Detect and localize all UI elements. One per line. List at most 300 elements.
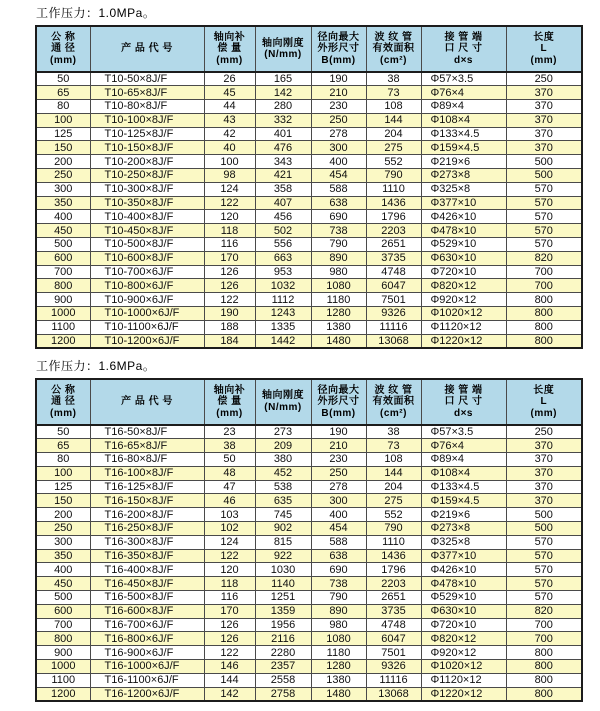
cell-bellows_area: 11116: [366, 673, 421, 687]
table-row: [36, 673, 582, 687]
cell-code: T16-700×6J/F: [90, 618, 204, 632]
cell-length: 570: [506, 577, 582, 591]
cell-length: 700: [506, 265, 582, 279]
cell-length: 800: [506, 659, 582, 673]
cell-bellows_area: 552: [366, 508, 421, 522]
cell-axial_stiff: 209: [255, 439, 311, 453]
cell-axial_comp: 46: [204, 494, 255, 508]
cell-axial_comp: 50: [204, 453, 255, 467]
cell-bellows_area: 11116: [366, 320, 421, 334]
cell-length: 370: [506, 480, 582, 494]
cell-dn: 50: [36, 72, 90, 86]
cell-code: T10-250×8J/F: [90, 169, 204, 183]
cell-code: T16-150×8J/F: [90, 494, 204, 508]
table-header: [36, 26, 582, 72]
cell-code: T10-50×8J/F: [90, 72, 204, 86]
spec-table-1-0mpa: [35, 25, 583, 349]
cell-axial_comp: 44: [204, 100, 255, 114]
cell-bellows_area: 790: [366, 522, 421, 536]
cell-axial_comp: 126: [204, 618, 255, 632]
cell-port_size: Φ478×10: [421, 577, 506, 591]
cell-axial_stiff: 1243: [255, 307, 311, 321]
table-row: [36, 182, 582, 196]
table-row: [36, 72, 582, 86]
cell-radial_max: 190: [311, 425, 366, 439]
cell-code: T16-1200×6J/F: [90, 687, 204, 701]
cell-dn: 80: [36, 100, 90, 114]
cell-length: 500: [506, 522, 582, 536]
cell-radial_max: 638: [311, 196, 366, 210]
cell-length: 800: [506, 320, 582, 334]
cell-length: 570: [506, 210, 582, 224]
cell-axial_stiff: 663: [255, 251, 311, 265]
cell-dn: 350: [36, 196, 90, 210]
cell-axial_stiff: 421: [255, 169, 311, 183]
cell-code: T16-800×6J/F: [90, 632, 204, 646]
cell-axial_stiff: 745: [255, 508, 311, 522]
cell-bellows_area: 204: [366, 480, 421, 494]
cell-length: 370: [506, 127, 582, 141]
header-cell-length: 长度 L (mm): [506, 379, 582, 425]
cell-code: T16-100×8J/F: [90, 466, 204, 480]
cell-radial_max: 790: [311, 591, 366, 605]
cell-dn: 800: [36, 632, 90, 646]
cell-bellows_area: 13068: [366, 687, 421, 701]
cell-bellows_area: 1796: [366, 563, 421, 577]
cell-radial_max: 190: [311, 72, 366, 86]
cell-bellows_area: 38: [366, 72, 421, 86]
cell-bellows_area: 3735: [366, 251, 421, 265]
table-row: [36, 169, 582, 183]
cell-bellows_area: 275: [366, 494, 421, 508]
cell-length: 250: [506, 425, 582, 439]
cell-port_size: Φ820×12: [421, 632, 506, 646]
cell-axial_stiff: 2357: [255, 659, 311, 673]
cell-radial_max: 738: [311, 577, 366, 591]
header-row: [36, 379, 582, 425]
cell-port_size: Φ219×6: [421, 508, 506, 522]
cell-axial_comp: 43: [204, 113, 255, 127]
cell-length: 370: [506, 100, 582, 114]
header-cell-bellows_area: 波 纹 管 有效面积 (cm²): [366, 26, 421, 72]
table-row: [36, 293, 582, 307]
cell-code: T10-1100×6J/F: [90, 320, 204, 334]
cell-length: 570: [506, 549, 582, 563]
cell-bellows_area: 3735: [366, 604, 421, 618]
cell-port_size: Φ478×10: [421, 224, 506, 238]
cell-axial_comp: 40: [204, 141, 255, 155]
header-cell-axial_stiff: 轴向刚度 (N/mm): [255, 26, 311, 72]
cell-port_size: Φ57×3.5: [421, 425, 506, 439]
cell-axial_stiff: 2558: [255, 673, 311, 687]
cell-bellows_area: 1110: [366, 182, 421, 196]
cell-radial_max: 210: [311, 439, 366, 453]
cell-length: 500: [506, 169, 582, 183]
cell-length: 700: [506, 279, 582, 293]
cell-bellows_area: 6047: [366, 632, 421, 646]
cell-code: T16-250×8J/F: [90, 522, 204, 536]
cell-radial_max: 250: [311, 466, 366, 480]
cell-dn: 450: [36, 224, 90, 238]
cell-port_size: Φ720×10: [421, 618, 506, 632]
cell-dn: 400: [36, 210, 90, 224]
cell-code: T16-200×8J/F: [90, 508, 204, 522]
cell-radial_max: 400: [311, 155, 366, 169]
cell-radial_max: 690: [311, 563, 366, 577]
cell-port_size: Φ273×8: [421, 169, 506, 183]
cell-bellows_area: 790: [366, 169, 421, 183]
cell-axial_stiff: 1359: [255, 604, 311, 618]
cell-radial_max: 1180: [311, 293, 366, 307]
table-row: [36, 480, 582, 494]
cell-axial_stiff: 142: [255, 86, 311, 100]
table-row: [36, 466, 582, 480]
cell-bellows_area: 38: [366, 425, 421, 439]
cell-dn: 250: [36, 522, 90, 536]
cell-code: T16-500×8J/F: [90, 591, 204, 605]
table-row: [36, 453, 582, 467]
header-cell-code: 产 品 代 号: [90, 379, 204, 425]
cell-axial_comp: 124: [204, 535, 255, 549]
cell-axial_comp: 170: [204, 251, 255, 265]
cell-radial_max: 400: [311, 508, 366, 522]
cell-dn: 1000: [36, 659, 90, 673]
cell-radial_max: 230: [311, 453, 366, 467]
cell-axial_comp: 42: [204, 127, 255, 141]
cell-radial_max: 890: [311, 604, 366, 618]
cell-port_size: Φ133×4.5: [421, 480, 506, 494]
cell-axial_stiff: 953: [255, 265, 311, 279]
cell-code: T16-350×8J/F: [90, 549, 204, 563]
cell-bellows_area: 144: [366, 113, 421, 127]
cell-port_size: Φ325×8: [421, 535, 506, 549]
cell-code: T10-80×8J/F: [90, 100, 204, 114]
table-row: [36, 113, 582, 127]
cell-length: 370: [506, 494, 582, 508]
cell-axial_comp: 184: [204, 334, 255, 348]
cell-port_size: Φ377×10: [421, 196, 506, 210]
cell-bellows_area: 2203: [366, 224, 421, 238]
cell-axial_stiff: 556: [255, 238, 311, 252]
cell-length: 250: [506, 72, 582, 86]
cell-axial_stiff: 1251: [255, 591, 311, 605]
table-row: [36, 425, 582, 439]
cell-dn: 1200: [36, 334, 90, 348]
cell-axial_comp: 122: [204, 196, 255, 210]
table-title-2: 工作压力：1.6MPa。: [36, 358, 156, 373]
spec-table-1-6mpa: [35, 378, 583, 702]
cell-code: T10-700×6J/F: [90, 265, 204, 279]
table-row: [36, 279, 582, 293]
cell-axial_comp: 188: [204, 320, 255, 334]
cell-axial_comp: 103: [204, 508, 255, 522]
cell-axial_stiff: 358: [255, 182, 311, 196]
cell-dn: 200: [36, 155, 90, 169]
cell-axial_stiff: 1956: [255, 618, 311, 632]
cell-axial_stiff: 2758: [255, 687, 311, 701]
cell-axial_comp: 124: [204, 182, 255, 196]
table-row: [36, 508, 582, 522]
cell-axial_comp: 120: [204, 563, 255, 577]
cell-dn: 125: [36, 127, 90, 141]
cell-bellows_area: 1796: [366, 210, 421, 224]
cell-port_size: Φ426×10: [421, 210, 506, 224]
table-row: [36, 494, 582, 508]
cell-axial_comp: 38: [204, 439, 255, 453]
cell-length: 370: [506, 113, 582, 127]
cell-length: 820: [506, 251, 582, 265]
cell-length: 370: [506, 86, 582, 100]
cell-code: T10-100×8J/F: [90, 113, 204, 127]
cell-port_size: Φ1020×12: [421, 659, 506, 673]
cell-dn: 150: [36, 141, 90, 155]
cell-length: 370: [506, 453, 582, 467]
cell-axial_comp: 45: [204, 86, 255, 100]
table-row: [36, 632, 582, 646]
cell-axial_stiff: 343: [255, 155, 311, 169]
cell-axial_comp: 48: [204, 466, 255, 480]
cell-radial_max: 790: [311, 238, 366, 252]
cell-dn: 65: [36, 439, 90, 453]
cell-code: T16-450×8J/F: [90, 577, 204, 591]
table-row: [36, 618, 582, 632]
cell-radial_max: 1180: [311, 646, 366, 660]
cell-axial_comp: 23: [204, 425, 255, 439]
cell-code: T16-1100×6J/F: [90, 673, 204, 687]
cell-radial_max: 588: [311, 182, 366, 196]
cell-axial_stiff: 1112: [255, 293, 311, 307]
cell-length: 370: [506, 439, 582, 453]
cell-bellows_area: 275: [366, 141, 421, 155]
cell-code: T16-125×8J/F: [90, 480, 204, 494]
cell-axial_stiff: 1335: [255, 320, 311, 334]
cell-dn: 50: [36, 425, 90, 439]
header-cell-code: 产 品 代 号: [90, 26, 204, 72]
pressure-section-1: [35, 6, 581, 349]
cell-port_size: Φ820×12: [421, 279, 506, 293]
header-cell-dn: 公 称 通 径 (mm): [36, 26, 90, 72]
cell-radial_max: 230: [311, 100, 366, 114]
cell-length: 370: [506, 141, 582, 155]
table-row: [36, 307, 582, 321]
cell-axial_comp: 26: [204, 72, 255, 86]
cell-port_size: Φ1220×12: [421, 687, 506, 701]
cell-axial_stiff: 1030: [255, 563, 311, 577]
cell-code: T16-600×8J/F: [90, 604, 204, 618]
cell-code: T10-300×8J/F: [90, 182, 204, 196]
cell-radial_max: 250: [311, 113, 366, 127]
cell-radial_max: 1480: [311, 687, 366, 701]
cell-code: T16-900×6J/F: [90, 646, 204, 660]
cell-length: 820: [506, 604, 582, 618]
table-row: [36, 535, 582, 549]
table-row: [36, 155, 582, 169]
table-row: [36, 265, 582, 279]
cell-axial_stiff: 922: [255, 549, 311, 563]
cell-port_size: Φ1020×12: [421, 307, 506, 321]
cell-length: 570: [506, 224, 582, 238]
cell-length: 500: [506, 155, 582, 169]
cell-bellows_area: 1436: [366, 196, 421, 210]
cell-bellows_area: 73: [366, 439, 421, 453]
cell-length: 570: [506, 591, 582, 605]
cell-code: T10-600×8J/F: [90, 251, 204, 265]
table-header: [36, 379, 582, 425]
cell-axial_stiff: 401: [255, 127, 311, 141]
cell-axial_stiff: 332: [255, 113, 311, 127]
cell-length: 570: [506, 196, 582, 210]
cell-bellows_area: 108: [366, 453, 421, 467]
cell-dn: 1200: [36, 687, 90, 701]
cell-port_size: Φ1220×12: [421, 334, 506, 348]
cell-axial_comp: 126: [204, 279, 255, 293]
cell-radial_max: 454: [311, 169, 366, 183]
table-body: [36, 425, 582, 701]
cell-port_size: Φ1120×12: [421, 320, 506, 334]
cell-axial_comp: 98: [204, 169, 255, 183]
cell-dn: 900: [36, 646, 90, 660]
cell-axial_stiff: 280: [255, 100, 311, 114]
cell-axial_stiff: 2280: [255, 646, 311, 660]
cell-length: 570: [506, 563, 582, 577]
cell-code: T10-125×8J/F: [90, 127, 204, 141]
cell-bellows_area: 2651: [366, 591, 421, 605]
cell-port_size: Φ89×4: [421, 453, 506, 467]
table-row: [36, 522, 582, 536]
table-row: [36, 687, 582, 701]
cell-dn: 900: [36, 293, 90, 307]
table-row: [36, 439, 582, 453]
cell-port_size: Φ133×4.5: [421, 127, 506, 141]
cell-code: T10-450×8J/F: [90, 224, 204, 238]
cell-port_size: Φ89×4: [421, 100, 506, 114]
cell-port_size: Φ108×4: [421, 113, 506, 127]
cell-bellows_area: 13068: [366, 334, 421, 348]
cell-bellows_area: 7501: [366, 646, 421, 660]
cell-length: 700: [506, 632, 582, 646]
cell-axial_comp: 122: [204, 646, 255, 660]
cell-radial_max: 1380: [311, 320, 366, 334]
cell-port_size: Φ630×10: [421, 604, 506, 618]
cell-axial_comp: 118: [204, 577, 255, 591]
cell-radial_max: 638: [311, 549, 366, 563]
cell-dn: 500: [36, 238, 90, 252]
cell-radial_max: 1380: [311, 673, 366, 687]
cell-dn: 125: [36, 480, 90, 494]
cell-port_size: Φ630×10: [421, 251, 506, 265]
cell-axial_comp: 118: [204, 224, 255, 238]
header-cell-axial_comp: 轴向补 偿 量 (mm): [204, 379, 255, 425]
cell-radial_max: 278: [311, 127, 366, 141]
cell-dn: 600: [36, 604, 90, 618]
cell-axial_comp: 146: [204, 659, 255, 673]
header-cell-port_size: 接 管 端 口 尺 寸 d×s: [421, 26, 506, 72]
cell-port_size: Φ920×12: [421, 646, 506, 660]
table-row: [36, 549, 582, 563]
cell-axial_comp: 116: [204, 591, 255, 605]
table-row: [36, 86, 582, 100]
cell-radial_max: 890: [311, 251, 366, 265]
table-row: [36, 196, 582, 210]
cell-axial_comp: 120: [204, 210, 255, 224]
cell-length: 800: [506, 307, 582, 321]
cell-radial_max: 1080: [311, 279, 366, 293]
cell-bellows_area: 204: [366, 127, 421, 141]
header-cell-radial_max: 径向最大 外形尺寸 B(mm): [311, 26, 366, 72]
cell-code: T10-1000×6J/F: [90, 307, 204, 321]
cell-dn: 80: [36, 453, 90, 467]
cell-code: T10-65×8J/F: [90, 86, 204, 100]
header-cell-dn: 公 称 通 径 (mm): [36, 379, 90, 425]
cell-code: T10-150×8J/F: [90, 141, 204, 155]
header-cell-length: 长度 L (mm): [506, 26, 582, 72]
cell-axial_stiff: 902: [255, 522, 311, 536]
table-row: [36, 210, 582, 224]
cell-bellows_area: 4748: [366, 265, 421, 279]
cell-length: 800: [506, 646, 582, 660]
cell-axial_stiff: 452: [255, 466, 311, 480]
table-row: [36, 100, 582, 114]
header-cell-radial_max: 径向最大 外形尺寸 B(mm): [311, 379, 366, 425]
cell-dn: 200: [36, 508, 90, 522]
cell-radial_max: 454: [311, 522, 366, 536]
cell-length: 570: [506, 238, 582, 252]
header-cell-axial_comp: 轴向补 偿 量 (mm): [204, 26, 255, 72]
cell-bellows_area: 552: [366, 155, 421, 169]
cell-port_size: Φ76×4: [421, 439, 506, 453]
cell-dn: 500: [36, 591, 90, 605]
cell-bellows_area: 1110: [366, 535, 421, 549]
table-row: [36, 251, 582, 265]
cell-axial_stiff: 456: [255, 210, 311, 224]
cell-axial_stiff: 635: [255, 494, 311, 508]
cell-port_size: Φ529×10: [421, 238, 506, 252]
cell-port_size: Φ159×4.5: [421, 494, 506, 508]
cell-length: 370: [506, 466, 582, 480]
cell-radial_max: 690: [311, 210, 366, 224]
cell-code: T10-500×8J/F: [90, 238, 204, 252]
table-row: [36, 127, 582, 141]
cell-axial_stiff: 476: [255, 141, 311, 155]
cell-length: 800: [506, 293, 582, 307]
table-row: [36, 659, 582, 673]
cell-bellows_area: 7501: [366, 293, 421, 307]
cell-port_size: Φ920×12: [421, 293, 506, 307]
cell-radial_max: 738: [311, 224, 366, 238]
cell-dn: 150: [36, 494, 90, 508]
cell-length: 500: [506, 508, 582, 522]
cell-dn: 1100: [36, 320, 90, 334]
cell-axial_comp: 126: [204, 632, 255, 646]
cell-radial_max: 1280: [311, 307, 366, 321]
cell-code: T10-1200×6J/F: [90, 334, 204, 348]
cell-code: T10-900×6J/F: [90, 293, 204, 307]
header-row: [36, 26, 582, 72]
cell-axial_stiff: 1140: [255, 577, 311, 591]
cell-code: T16-65×8J/F: [90, 439, 204, 453]
header-cell-port_size: 接 管 端 口 尺 寸 d×s: [421, 379, 506, 425]
cell-port_size: Φ57×3.5: [421, 72, 506, 86]
header-cell-bellows_area: 波 纹 管 有效面积 (cm²): [366, 379, 421, 425]
cell-port_size: Φ219×6: [421, 155, 506, 169]
cell-dn: 350: [36, 549, 90, 563]
table-row: [36, 591, 582, 605]
cell-dn: 300: [36, 535, 90, 549]
table-row: [36, 320, 582, 334]
cell-radial_max: 300: [311, 494, 366, 508]
cell-bellows_area: 9326: [366, 659, 421, 673]
cell-length: 800: [506, 673, 582, 687]
